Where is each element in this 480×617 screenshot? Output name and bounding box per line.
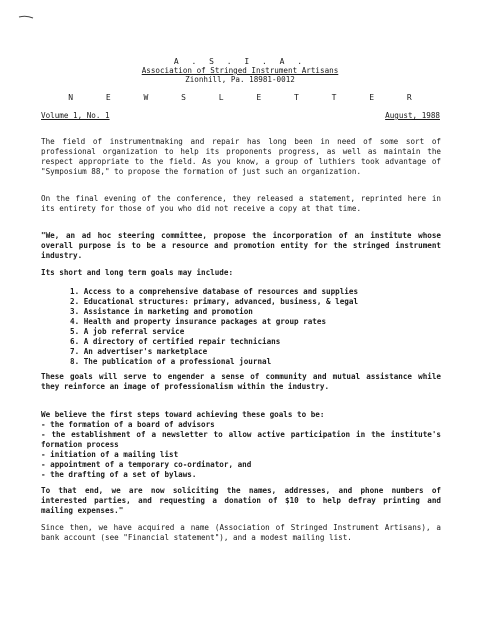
- issue-date: August, 1988: [385, 111, 440, 120]
- list-item: 5. A job referral service: [70, 327, 185, 336]
- paragraph-community: These goals will serve to engender a sense of community and mutual assistance while they reinforce an image of professionalism within the industry.: [41, 372, 441, 391]
- list-item: - the formation of a board of advisors: [41, 420, 215, 429]
- list-item: - appointment of a temporary co-ordinator, and: [41, 460, 252, 469]
- first-steps: [41, 410, 441, 480]
- list-item: 1. Access to a comprehensive database of resources and supplies: [70, 287, 359, 296]
- paragraph-soliciting: To that end, we are now soliciting the names, addresses, and phone numbers of interested parties, and requesting a donation of $10 to help defray printing and mailing expenses.": [41, 486, 441, 515]
- paragraph-intro: The field of instrumentmaking and repair has long been in need of some sort of professional organization to help its proponents progress, as well as maintain the respect appropriate to the field. As you know, a group of luthiers took advantage of "Symposium 88," to propose the formation of just such an organization.: [41, 137, 441, 176]
- first-steps-intro: We believe the first steps toward achieving these goals to be:: [41, 410, 325, 419]
- paragraph-since-then: Since then, we have acquired a name (Association of Stringed Instrument Artisans), a bank account (see "Financial statement"), and a modest mailing list.: [41, 523, 441, 542]
- list-item: - the drafting of a set of bylaws.: [41, 470, 197, 479]
- volume-label: Volume 1, No. 1: [41, 111, 110, 120]
- org-acronym: A . S . I . A .: [173, 57, 307, 66]
- list-item: 3. Assistance in marketing and promotion: [70, 307, 253, 316]
- paragraph-statement: "We, an ad hoc steering committee, propose the incorporation of an institute whose overall purpose is to be a resource and promotion entity for the stringed instrument industry.: [41, 231, 441, 260]
- issue-row: [41, 111, 440, 121]
- list-item: - the establishment of a newsletter to allow active participation in the institute's formation process: [41, 430, 441, 449]
- list-item: - initiation of a mailing list: [41, 450, 179, 459]
- list-item: 6. A directory of certified repair technicians: [70, 337, 281, 346]
- corner-mark: [18, 14, 34, 20]
- goals-list: [70, 287, 440, 367]
- org-address: Zionhill, Pa. 18981-0012: [185, 75, 295, 84]
- list-item: 4. Health and property insurance packages at group rates: [70, 317, 327, 326]
- list-item: 7. An advertiser's marketplace: [70, 347, 208, 356]
- list-item: 2. Educational structures: primary, advanced, business, & legal: [70, 297, 359, 306]
- list-item: 8. The publication of a professional journal: [70, 357, 272, 366]
- newsletter-title: N E W S L E T T E R: [68, 93, 426, 102]
- paragraph-conference: On the final evening of the conference, they released a statement, reprinted here in its entirety for those of you who did not receive a copy at that time.: [41, 194, 441, 213]
- paragraph-goals-intro: Its short and long term goals may include:: [41, 268, 234, 277]
- org-name: Association of Stringed Instrument Artisans: [141, 66, 339, 75]
